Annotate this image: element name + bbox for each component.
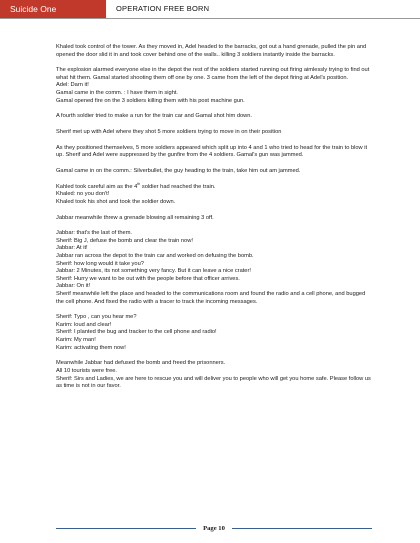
paragraph: [56, 113, 372, 121]
paragraph-line: Khaled took his shot and took the soldier down.: [56, 198, 176, 205]
paragraph: [56, 215, 372, 223]
header-divider: [0, 18, 420, 19]
paragraph-line: Gamal came in the comm. : I have them in sight.: [56, 90, 179, 97]
paragraph-line: Karim: My man!: [56, 337, 96, 344]
paragraph-line: Jabbar: that's the last of them.: [56, 230, 133, 237]
paragraph-line: Jabbar ran across the depot to the train car and worked on defusing the bomb.: [56, 253, 254, 260]
paragraph: [56, 168, 372, 176]
page-header: [0, 0, 420, 18]
paragraph-line: As they positioned themselves, 5 more soldiers appeared which split up into 4 and 1 who tried to head for the train to blow it up. Sherif and Adel were suppressed by the gunfire from the 4 soldiers. Gamal's gun was jammed.: [56, 144, 368, 159]
paragraph: [56, 67, 372, 105]
paragraph: [56, 145, 372, 160]
paragraph: [56, 181, 372, 207]
paragraph-line: Sherif meanwhile left the place and headed to the communications room and found the radio and a cell phone, and bugged the cell phone. And fixed the radio with a tracer to track the incoming messages.: [56, 291, 366, 305]
page-number: Page 10: [203, 525, 225, 532]
paragraph-line: A fourth soldier tried to make a run for the train car and Gamal shot him down.: [56, 113, 252, 120]
paragraph-line: Jabbar: On it!: [56, 283, 91, 290]
paragraph-line: Sherif: how long would it take you?: [56, 260, 144, 267]
page-footer: [0, 524, 420, 538]
paragraph: [56, 129, 372, 137]
paragraph-line: Sherif met up with Adel where they shot 5 more soldiers trying to move in on their position: [56, 129, 282, 136]
paragraph-line: Jabbar: At it!: [56, 245, 88, 252]
header-chapter-title: OPERATION FREE BORN: [106, 0, 420, 18]
footer-rule-left: [56, 528, 196, 529]
paragraph-line: Jabbar meanwhile threw a grenade blowing all remaining 3 off.: [56, 214, 214, 221]
paragraph-line: Sherif: Hurry we want to be out with the people before that officer arrives.: [56, 275, 240, 282]
paragraph-line: [56, 181, 372, 192]
paragraph-line: Meanwhile Jabbar had defused the bomb and freed the prisonners.: [56, 360, 226, 367]
paragraph: [56, 360, 372, 390]
ordinal-suffix: th: [137, 181, 141, 186]
page-body: [56, 44, 372, 399]
paragraph-line: All 10 tourists were free.: [56, 367, 118, 374]
paragraph: [56, 314, 372, 352]
paragraph-line: Gamal opened fire on the 3 soldiers killing them with his post machine gun.: [56, 97, 245, 104]
paragraph: [56, 44, 372, 59]
paragraph-line: Khaled: no you don't!: [56, 191, 110, 198]
paragraph: [56, 230, 372, 306]
paragraph-line: Adel: Darn it!: [56, 82, 89, 89]
paragraph-line: Jabbar: 2 Minutes, its not something very fancy. But it can leave a nice crater!: [56, 268, 251, 275]
footer-rule-right: [232, 528, 372, 529]
paragraph-line: Karim: loud and clear!: [56, 321, 112, 328]
text-run: Kahled took careful aim as the 4: [56, 183, 138, 190]
header-book-title: Suicide One: [0, 0, 106, 18]
paragraph-line: Sherif: I planted the bug and tracker to the cell phone and radio!: [56, 329, 217, 336]
paragraph-line: Sherif: Sirs and Ladies, we are here to rescue you and will deliver you to people who will get you home safe. Please follow us as time is not in our favor.: [56, 375, 371, 390]
paragraph-line: Khaled took control of the tower. As they moved in, Adel headed to the barracks, got out a hand grenade, pulled the pin and opened the door slid it in and took cover behind one of the walls.. killing 3 soldiers instantly inside the barracks.: [56, 44, 367, 58]
paragraph-line: Sherif: Big J, defuse the bomb and clear the train now!: [56, 237, 193, 244]
paragraph-line: Karim: activating them now!: [56, 344, 126, 351]
text-run: soldier had reached the train.: [140, 183, 216, 190]
paragraph-line: The explosion alarmed everyone else in the depot the rest of the soldiers started running out firing aimlessly trying to find out what hit them. Gamal started shooting them off one by one. 3 came from the left of the depot firing at Adel's position.: [56, 67, 370, 81]
paragraph-line: Sherif: Typo , can you hear me?: [56, 314, 137, 321]
paragraph-line: Gamal came in on the comm.: Silverbullet, the guy heading to the train, take him out am jammed.: [56, 168, 301, 174]
